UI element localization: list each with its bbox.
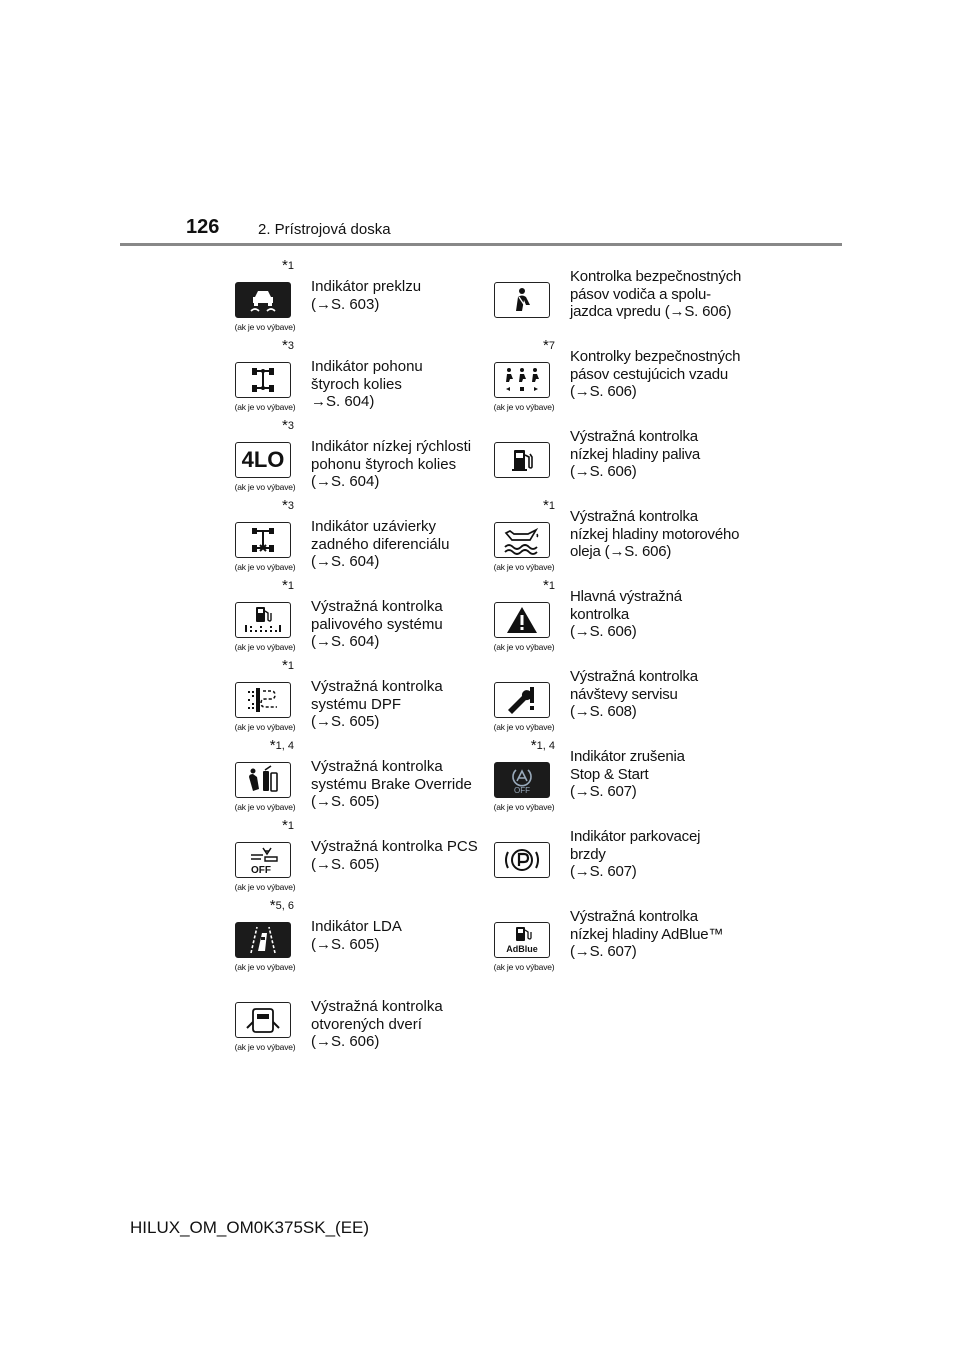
brake-override-icon bbox=[235, 762, 291, 798]
icon-column bbox=[222, 737, 296, 820]
indicator-entry bbox=[483, 260, 753, 340]
indicator-description: Výstražná kontrolka návštevy servisu (→S. 608) bbox=[570, 668, 698, 720]
indicator-entry bbox=[222, 980, 482, 1060]
slip-indicator-icon bbox=[235, 282, 291, 318]
indicator-row bbox=[0, 257, 960, 340]
indicator-row bbox=[0, 417, 960, 500]
footnote-number: 5, 6 bbox=[275, 900, 294, 912]
footnote-number: 1 bbox=[287, 820, 294, 832]
icon-column bbox=[222, 577, 296, 660]
footnote-mark bbox=[282, 577, 294, 594]
if-fitted-label: (ak je vo výbave) bbox=[234, 1042, 296, 1052]
indicator-description: Výstražná kontrolka palivového systému (→S. 604) bbox=[311, 598, 443, 650]
4lo-label-text: 4LO bbox=[241, 447, 285, 472]
footnote-mark bbox=[530, 737, 555, 754]
pcs-off-icon bbox=[235, 842, 291, 878]
indicator-row bbox=[0, 497, 960, 580]
four-wheel-drive-icon bbox=[235, 362, 291, 398]
indicator-description: Indikátor parkovacej brzdy (→S. 607) bbox=[570, 828, 701, 880]
indicator-row bbox=[0, 897, 960, 980]
indicator-description: Výstražná kontrolka nízkej hladiny paliva (→S. 606) bbox=[570, 428, 701, 480]
lda-icon bbox=[235, 922, 291, 958]
icon-column bbox=[483, 260, 553, 340]
icon-column bbox=[483, 420, 553, 500]
indicator-entry bbox=[483, 337, 753, 420]
indicator-description: Výstražná kontrolka systému DPF (→S. 605) bbox=[311, 678, 443, 730]
footnote-number: 1 bbox=[548, 500, 555, 512]
icon-column bbox=[222, 257, 296, 340]
footnote-number: 1 bbox=[287, 660, 294, 672]
footnote-star: * bbox=[543, 337, 549, 354]
indicator-description: Kontrolky bezpečnostných pásov cestujúcich vzadu (→S. 606) bbox=[570, 348, 741, 400]
indicator-entry bbox=[222, 337, 482, 420]
off-label-text: OFF bbox=[514, 786, 530, 795]
icon-column bbox=[483, 900, 553, 980]
if-fitted-label: (ak je vo výbave) bbox=[234, 322, 296, 332]
icon-column bbox=[222, 897, 296, 980]
indicator-description: Indikátor uzávierky zadného diferenciálu (→S. 604) bbox=[311, 518, 450, 570]
footnote-number: 3 bbox=[287, 420, 294, 432]
indicator-entry bbox=[222, 417, 482, 500]
footnote-mark bbox=[282, 257, 294, 274]
indicator-entry bbox=[483, 820, 753, 900]
footnote-number: 1 bbox=[548, 580, 555, 592]
icon-column bbox=[483, 660, 553, 740]
section-title: 2. Prístrojová doska bbox=[258, 221, 391, 238]
indicator-table bbox=[0, 257, 960, 1060]
indicator-description: Indikátor LDA (→S. 605) bbox=[311, 918, 402, 953]
footnote-number: 3 bbox=[287, 500, 294, 512]
stop-start-off-icon bbox=[494, 762, 550, 798]
indicator-row bbox=[0, 737, 960, 820]
if-fitted-label: (ak je vo výbave) bbox=[493, 722, 555, 732]
rear-diff-lock-icon bbox=[235, 522, 291, 558]
indicator-description: Kontrolka bezpečnostných pásov vodiča a spolu- jazdca vpredu (→S. 606) bbox=[570, 268, 742, 320]
if-fitted-label: (ak je vo výbave) bbox=[234, 722, 296, 732]
indicator-description: Indikátor pohonu štyroch kolies →S. 604) bbox=[311, 358, 423, 410]
footnote-number: 1 bbox=[287, 580, 294, 592]
icon-column bbox=[222, 980, 296, 1060]
if-fitted-label: (ak je vo výbave) bbox=[234, 962, 296, 972]
indicator-entry bbox=[222, 577, 482, 660]
footnote-star: * bbox=[543, 577, 549, 594]
footnote-mark bbox=[282, 657, 294, 674]
if-fitted-label: (ak je vo výbave) bbox=[234, 562, 296, 572]
if-fitted-label: (ak je vo výbave) bbox=[493, 402, 555, 412]
footnote-number: 7 bbox=[548, 340, 555, 352]
indicator-description: Hlavná výstražná kontrolka (→S. 606) bbox=[570, 588, 682, 640]
footnote-star: * bbox=[269, 897, 276, 914]
footnote-star: * bbox=[282, 817, 288, 834]
if-fitted-label: (ak je vo výbave) bbox=[493, 642, 555, 652]
door-open-icon bbox=[235, 1002, 291, 1038]
if-fitted-label: (ak je vo výbave) bbox=[493, 962, 555, 972]
indicator-row bbox=[0, 337, 960, 420]
footnote-number: 1 bbox=[287, 260, 294, 272]
indicator-row bbox=[0, 577, 960, 660]
footnote-mark bbox=[543, 497, 555, 514]
indicator-entry bbox=[222, 257, 482, 340]
if-fitted-label: (ak je vo výbave) bbox=[493, 562, 555, 572]
master-warning-icon bbox=[494, 602, 550, 638]
dpf-icon bbox=[235, 682, 291, 718]
footnote-number: 3 bbox=[287, 340, 294, 352]
icon-column bbox=[222, 497, 296, 580]
icon-column bbox=[483, 737, 555, 820]
indicator-row bbox=[0, 657, 960, 740]
page-number: 126 bbox=[186, 216, 220, 238]
if-fitted-label: (ak je vo výbave) bbox=[234, 802, 296, 812]
indicator-entry bbox=[222, 817, 482, 900]
seatbelt-warning-icon bbox=[494, 282, 550, 318]
icon-column bbox=[483, 497, 555, 580]
indicator-entry bbox=[222, 657, 482, 740]
footnote-mark bbox=[282, 417, 294, 434]
icon-column bbox=[222, 337, 296, 420]
off-label-text: OFF bbox=[251, 865, 271, 875]
icon-column bbox=[483, 820, 553, 900]
indicator-entry bbox=[222, 497, 482, 580]
header-rule bbox=[120, 243, 842, 246]
footnote-number: 1, 4 bbox=[536, 740, 555, 752]
indicator-entry bbox=[483, 900, 753, 980]
fuel-system-icon bbox=[235, 602, 291, 638]
if-fitted-label: (ak je vo výbave) bbox=[234, 882, 296, 892]
footnote-star: * bbox=[543, 497, 549, 514]
footnote-mark bbox=[269, 737, 294, 754]
icon-column bbox=[483, 337, 555, 420]
indicator-description: Výstražná kontrolka systému Brake Override (→S. 605) bbox=[311, 758, 472, 810]
4lo-icon bbox=[235, 442, 291, 478]
footnote-mark bbox=[543, 337, 555, 354]
indicator-entry bbox=[222, 897, 482, 980]
icon-column bbox=[222, 417, 296, 500]
footnote-star: * bbox=[282, 577, 288, 594]
footnote-mark bbox=[282, 497, 294, 514]
indicator-entry bbox=[483, 420, 753, 500]
indicator-description: Výstražná kontrolka nízkej hladiny motorového oleja (→S. 606) bbox=[570, 508, 740, 560]
adblue-label-text: AdBlue bbox=[506, 944, 538, 954]
rear-seatbelt-icon bbox=[494, 362, 550, 398]
low-fuel-icon bbox=[494, 442, 550, 478]
indicator-entry bbox=[483, 737, 753, 820]
icon-column bbox=[222, 817, 296, 900]
indicator-entry bbox=[483, 497, 753, 580]
icon-column bbox=[222, 657, 296, 740]
indicator-entry bbox=[483, 577, 753, 660]
indicator-entry bbox=[222, 737, 482, 820]
footnote-star: * bbox=[282, 257, 288, 274]
footnote-star: * bbox=[282, 337, 288, 354]
footnote-star: * bbox=[282, 497, 288, 514]
footnote-star: * bbox=[530, 737, 537, 754]
footnote-mark bbox=[543, 577, 555, 594]
footnote-mark bbox=[282, 817, 294, 834]
if-fitted-label: (ak je vo výbave) bbox=[234, 482, 296, 492]
footnote-mark bbox=[269, 897, 294, 914]
footnote-star: * bbox=[282, 657, 288, 674]
indicator-description: Indikátor preklzu (→S. 603) bbox=[311, 278, 422, 313]
indicator-description: Indikátor nízkej rýchlosti pohonu štyroch kolies (→S. 604) bbox=[311, 438, 472, 490]
indicator-entry bbox=[483, 660, 753, 740]
maintenance-wrench-icon bbox=[494, 682, 550, 718]
indicator-row bbox=[0, 980, 960, 1060]
footnote-star: * bbox=[269, 737, 276, 754]
indicator-description: Indikátor zrušenia Stop & Start (→S. 607) bbox=[570, 748, 685, 800]
parking-brake-icon bbox=[494, 842, 550, 878]
adblue-icon bbox=[494, 922, 550, 958]
footer-code: HILUX_OM_OM0K375SK_(EE) bbox=[130, 1218, 370, 1237]
footnote-number: 1, 4 bbox=[275, 740, 294, 752]
if-fitted-label: (ak je vo výbave) bbox=[493, 802, 555, 812]
icon-column bbox=[483, 577, 555, 660]
if-fitted-label: (ak je vo výbave) bbox=[234, 642, 296, 652]
if-fitted-label: (ak je vo výbave) bbox=[234, 402, 296, 412]
footnote-mark bbox=[282, 337, 294, 354]
indicator-description: Výstražná kontrolka nízkej hladiny AdBlue™ (→S. 607) bbox=[570, 908, 724, 960]
indicator-description: Výstražná kontrolka PCS (→S. 605) bbox=[311, 838, 478, 873]
footnote-star: * bbox=[282, 417, 288, 434]
indicator-description: Výstražná kontrolka otvorených dverí (→S. 606) bbox=[311, 998, 443, 1050]
low-oil-level-icon bbox=[494, 522, 550, 558]
indicator-row bbox=[0, 817, 960, 900]
